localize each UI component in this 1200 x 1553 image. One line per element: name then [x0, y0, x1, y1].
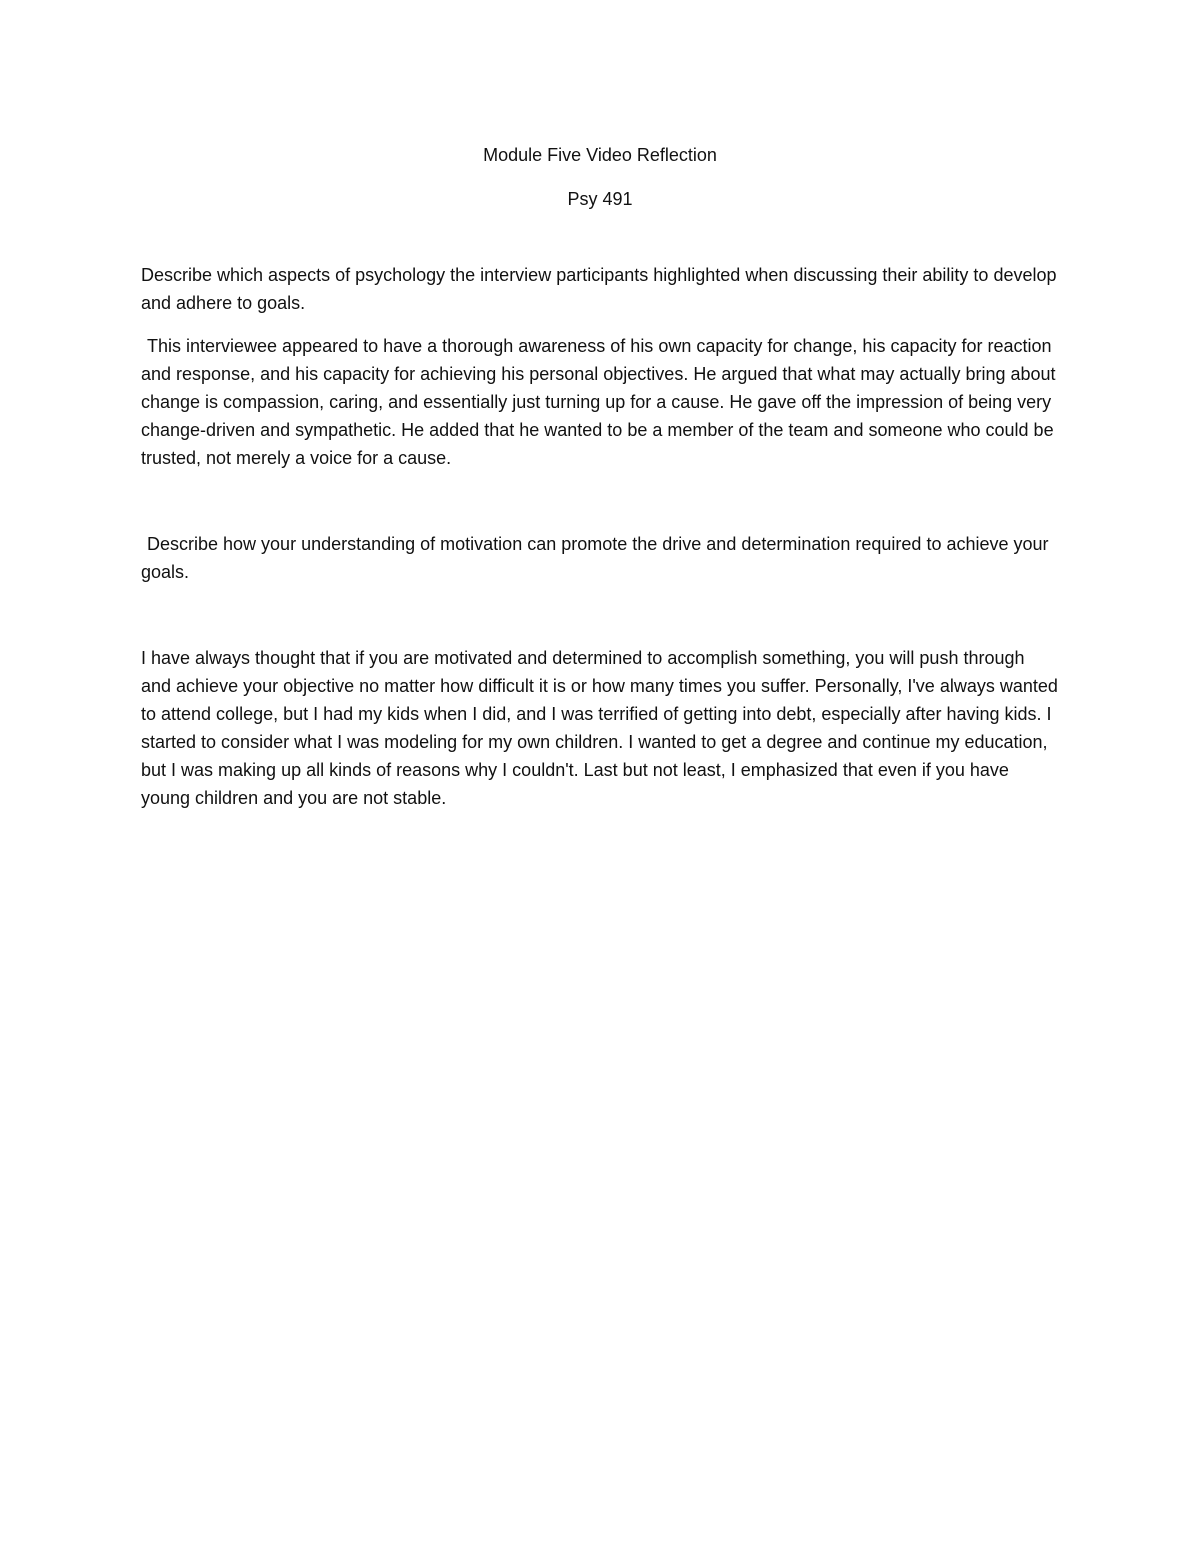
question-1: Describe which aspects of psychology the interview participants highlighted when discussing their ability to develop and adhere to goals. [141, 265, 1057, 313]
course-code: Psy 491 [567, 189, 633, 209]
document-title: Module Five Video Reflection [483, 145, 717, 165]
answer-1: This interviewee appeared to have a thorough awareness of his own capacity for change, his capacity for reaction and response, and his capacity for achieving his personal objectives. He argued that what may actually bring about change is compassion, caring, and essentially just turning up for a cause. He gave off the impression of being very change-driven and sympathetic. He added that he wanted to be a member of the team and someone who could be trusted, not merely a voice for a cause. [141, 336, 1056, 468]
document-body [141, 141, 1059, 812]
question-2: Describe how your understanding of motivation can promote the drive and determination required to achieve your goals. [141, 534, 1049, 582]
answer-2: I have always thought that if you are motivated and determined to accomplish something, you will push through and achieve your objective no matter how difficult it is or how many times you suffer. Personally, I've always wanted to attend college, but I had my kids when I did, and I was terrified of getting into debt, especially after having kids. I started to consider what I was modeling for my own children. I wanted to get a degree and continue my education, but I was making up all kinds of reasons why I couldn't. Last but not least, I emphasized that even if you have young children and you are not stable. [141, 648, 1058, 808]
